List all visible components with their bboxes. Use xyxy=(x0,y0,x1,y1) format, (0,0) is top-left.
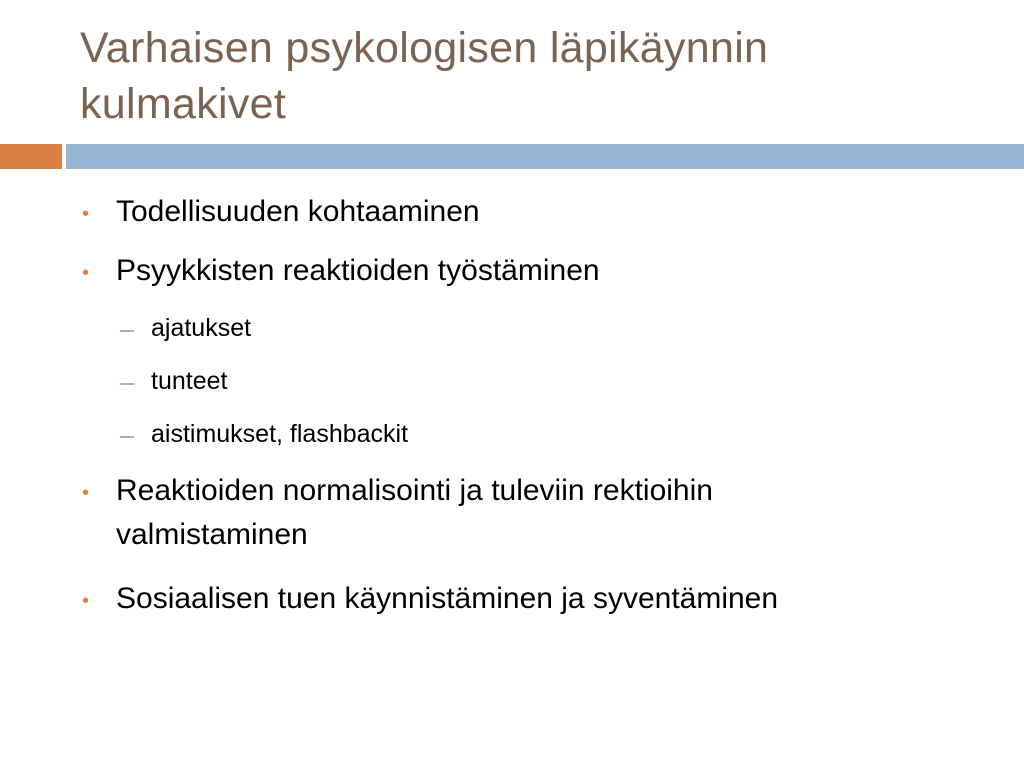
bullet-dot-icon: • xyxy=(82,482,90,504)
bullet-item: Sosiaalisen tuen käynnistäminen ja syventäminen xyxy=(116,582,779,615)
bullet-dot-icon: • xyxy=(82,262,90,284)
sub-bullet-item: ajatukset xyxy=(151,314,252,342)
bullet-item: Psyykkisten reaktioiden työstäminen xyxy=(116,254,600,287)
sub-bullet-item: tunteet xyxy=(151,367,228,395)
bullet-dot-icon: • xyxy=(82,590,90,612)
sub-bullet-dash-icon xyxy=(120,383,134,385)
sub-bullet-dash-icon xyxy=(120,330,134,332)
bullet-item: Todellisuuden kohtaaminen xyxy=(116,195,480,228)
bullet-item: Reaktioiden normalisointi ja tuleviin rektioihin valmistaminen xyxy=(116,474,713,551)
slide-title: Varhaisen psykologisen läpikäynnin kulmakivet xyxy=(80,24,769,128)
sub-bullet-dash-icon xyxy=(120,436,134,438)
bullet-dot-icon: • xyxy=(82,203,90,225)
sub-bullet-item: aistimukset, flashbackit xyxy=(151,420,409,448)
